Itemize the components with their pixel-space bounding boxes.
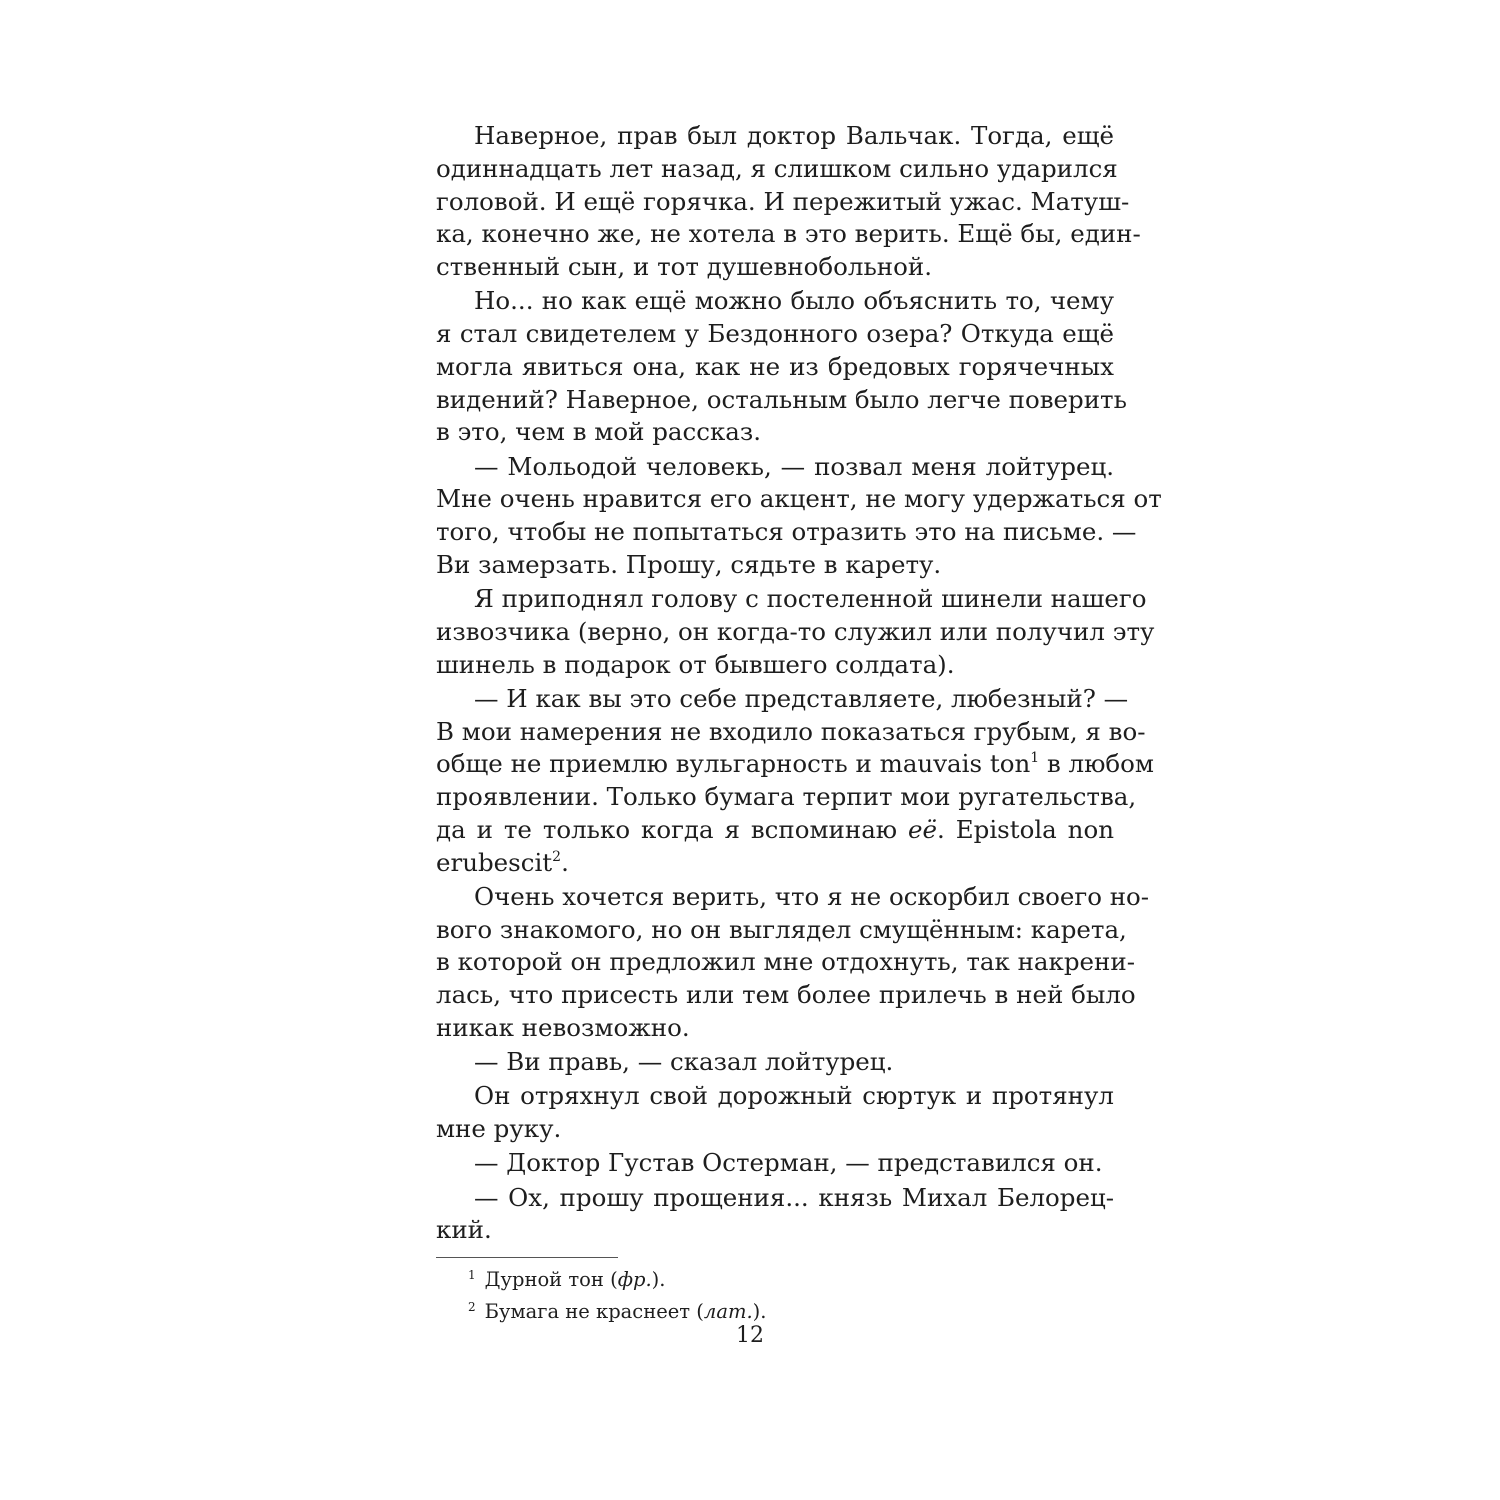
text-line (436, 814, 1114, 847)
text-line: ственный сын, и тот душевнобольной. (436, 252, 932, 281)
text-line: — Ви правь, — сказал лойтурец. (474, 1047, 894, 1076)
text-line: мне руку. (436, 1114, 562, 1143)
text-line (436, 748, 1154, 781)
text-line: Но... но как ещё можно было объяснить то, чему (474, 286, 1114, 316)
footnote-lang: лат. (703, 1300, 753, 1323)
text-line: того, чтобы не попытаться отразить это на письме. — (436, 517, 1137, 546)
text-line: вого знакомого, но он выглядел смущённым: карета, (436, 914, 1127, 944)
text-line: Мне очень нравится его акцент, не могу удержаться от (436, 484, 1162, 514)
text-line: в это, чем в мой рассказ. (436, 417, 762, 447)
text-line: головой. И ещё горячка. И пережитый ужас. Матуш- (436, 186, 1130, 216)
text-line: в которой он предложил мне отдохнуть, так накрени- (436, 947, 1135, 977)
footnote-1 (468, 1264, 1108, 1296)
footnotes (468, 1264, 1108, 1328)
text-line (436, 847, 1114, 880)
text-line: Наверное, прав был доктор Вальчак. Тогда, ещё (474, 121, 1114, 150)
footnote-close: ). (752, 1300, 767, 1323)
text-line: проявлении. Только бумага терпит мои ругательства, (436, 782, 1137, 811)
footnote-text: Бумага не краснеет ( (484, 1300, 704, 1323)
text-fragment: обще не приемлю вульгарность и mauvais ton (436, 749, 1031, 779)
text-line: В мои намерения не входило показаться грубым, я во- (436, 716, 1146, 746)
text-fragment: . (561, 847, 569, 877)
footnote-ref-2: 2 (552, 848, 562, 865)
text-line: — Ох, прошу прощения... князь Михал Белорец- (474, 1182, 1114, 1212)
text-line: Ви замерзать. Прошу, сядьте в карету. (436, 549, 942, 579)
book-page-text (436, 120, 1162, 1247)
footnote-mark: 1 (468, 1268, 476, 1282)
footnote-text: Дурной тон ( (484, 1268, 618, 1291)
text-line: — Мольодой человекь, — позвал меня лойтурец. (474, 451, 1114, 481)
footnote-lang: фр. (617, 1268, 652, 1291)
text-line: — Доктор Густав Остерман, — представился он. (474, 1148, 1103, 1178)
footnote-close: ). (651, 1268, 666, 1291)
text-line: Очень хочется верить, что я не оскорбил своего но- (474, 881, 1150, 911)
text-line: могла явиться она, как не из бредовых горячечных (436, 351, 1114, 381)
text-line: — И как вы это себе представляете, любезный? — (474, 683, 1129, 713)
text-fragment: erubescit (436, 847, 553, 877)
footnote-mark: 2 (468, 1300, 476, 1314)
text-line: никак невозможно. (436, 1012, 690, 1042)
text-line: кий. (436, 1215, 492, 1245)
text-line: я стал свидетелем у Бездонного озера? Откуда ещё (436, 319, 1114, 348)
text-line: лась, что присесть или тем более прилечь в ней было (436, 980, 1136, 1009)
text-fragment: в любом (1046, 749, 1154, 779)
text-fragment: да и те только когда я вспоминаю (436, 814, 898, 844)
footnote-ref-1: 1 (1030, 750, 1040, 767)
footnote-divider (436, 1257, 618, 1258)
text-line: Он отряхнул свой дорожный сюртук и протянул (474, 1081, 1114, 1111)
page-number: 12 (736, 1323, 764, 1348)
text-line: Я приподнял голову с постеленной шинели нашего (474, 584, 1147, 613)
text-line: одиннадцать лет назад, я слишком сильно ударился (436, 153, 1118, 183)
text-fragment: . Epistola non (937, 814, 1114, 844)
text-line: шинель в подарок от бывшего солдата). (436, 649, 955, 679)
text-line: видений? Наверное, остальным было легче поверить (436, 384, 1127, 414)
text-line: извозчика (верно, он когда-то служил или получил эту (436, 616, 1155, 646)
emphasis-text: её (908, 814, 938, 844)
text-line: ка, конечно же, не хотела в это верить. Ещё бы, един- (436, 219, 1141, 249)
